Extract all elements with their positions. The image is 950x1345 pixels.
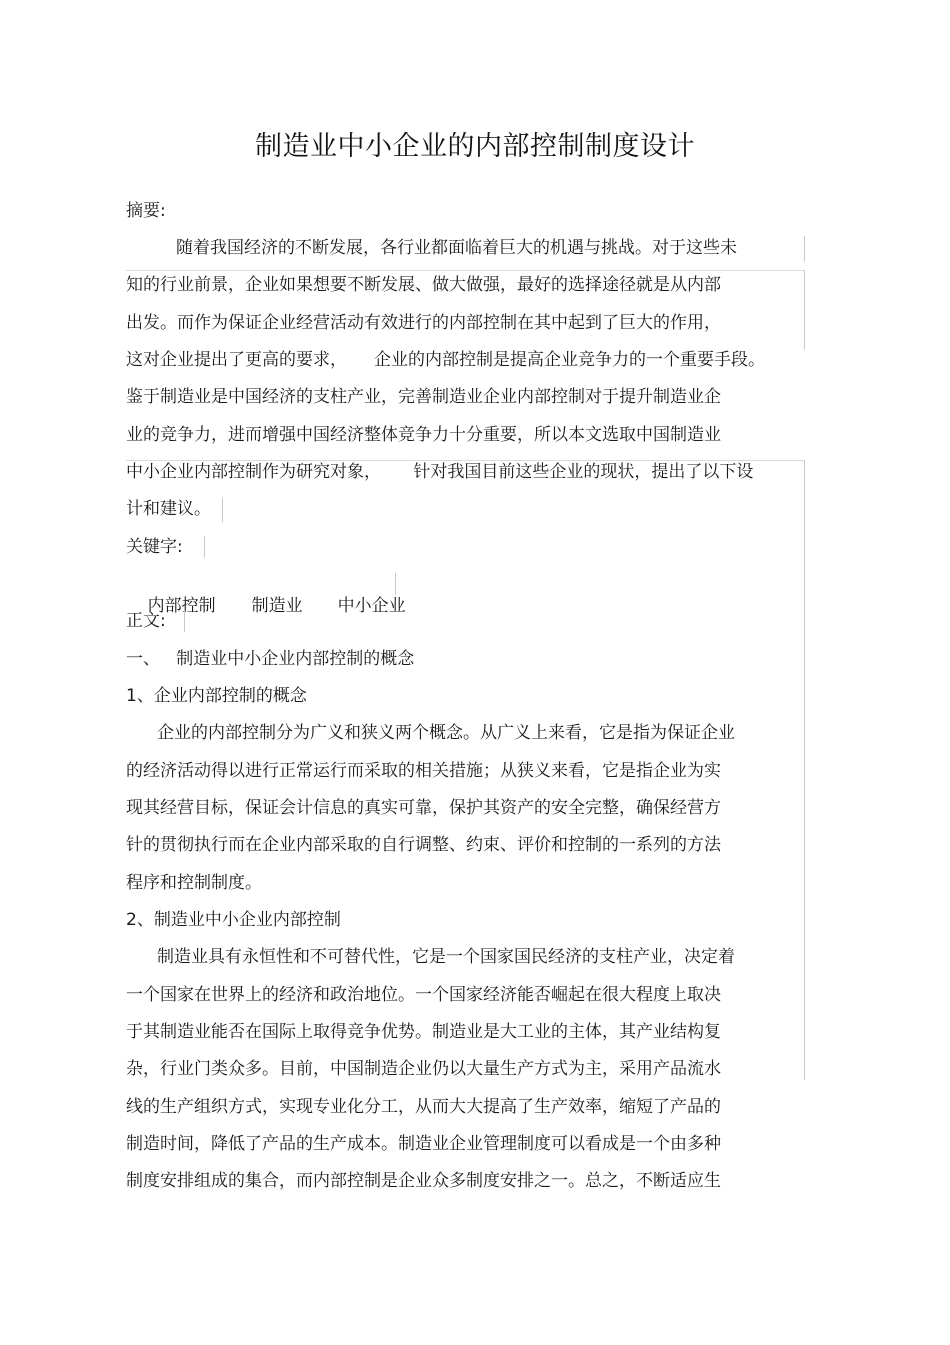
scan-artifact-line — [804, 236, 805, 262]
abstract-line: 业的竞争力，进而增强中国经济整体竞争力十分重要，所以本文选取中国制造业 — [126, 425, 721, 445]
paragraph-line: 制度安排组成的集合，而内部控制是企业众多制度安排之一。总之，不断适应生 — [126, 1171, 721, 1191]
paragraph-line: 的经济活动得以进行正常运行而采取的相关措施；从狭义来看，它是指企业为实 — [126, 761, 721, 781]
paragraph-line: 一个国家在世界上的经济和政治地位。一个国家经济能否崛起在很大程度上取决 — [126, 985, 721, 1005]
keyword: 中小企业 — [337, 596, 406, 616]
paragraph-line: 现其经营目标，保证会计信息的真实可靠，保护其资产的安全完整，确保经营方 — [126, 798, 721, 818]
scan-artifact-line — [395, 573, 396, 595]
body-label: 正文: — [126, 611, 166, 631]
abstract-label: 摘要: — [126, 201, 166, 221]
keywords-label: 关键字: — [126, 537, 183, 557]
abstract-line: 出发。而作为保证企业经营活动有效进行的内部控制在其中起到了巨大的作用， — [126, 313, 721, 333]
scan-artifact-line — [126, 270, 804, 271]
paragraph-line: 制造业具有永恒性和不可替代性，它是一个国家国民经济的支柱产业，决定着 — [157, 947, 735, 967]
keyword: 内部控制 — [147, 596, 216, 616]
keyword: 制造业 — [251, 596, 303, 616]
abstract-line: 这对企业提出了更高的要求， 企业的内部控制是提高企业竞争力的一个重要手段。 — [126, 350, 766, 370]
keywords-row — [126, 573, 406, 639]
paragraph-line: 程序和控制制度。 — [126, 873, 262, 893]
section-heading: 一、 制造业中小企业内部控制的概念 — [126, 649, 415, 669]
paragraph-line: 制造时间，降低了产品的生产成本。制造业企业管理制度可以看成是一个由多种 — [126, 1134, 721, 1154]
scan-artifact-line — [126, 460, 804, 461]
scan-artifact-line — [804, 270, 805, 350]
abstract-line: 中小企业内部控制作为研究对象， 针对我国目前这些企业的现状，提出了以下设 — [126, 462, 754, 482]
abstract-line: 鉴于制造业是中国经济的支柱产业，完善制造业企业内部控制对于提升制造业企 — [126, 387, 721, 407]
paragraph-line: 针的贯彻执行而在企业内部采取的自行调整、约束、评价和控制的一系列的方法 — [126, 835, 721, 855]
paragraph-line: 于其制造业能否在国际上取得竞争优势。制造业是大工业的主体，其产业结构复 — [126, 1022, 721, 1042]
scan-artifact-line — [222, 498, 223, 522]
scan-artifact-line — [184, 610, 185, 632]
subsection-heading: 1、企业内部控制的概念 — [126, 686, 307, 706]
paragraph-line: 线的生产组织方式，实现专业化分工，从而大大提高了生产效率，缩短了产品的 — [126, 1097, 721, 1117]
abstract-line: 计和建议。 — [126, 499, 211, 519]
abstract-line: 随着我国经济的不断发展，各行业都面临着巨大的机遇与挑战。对于这些未 — [176, 238, 737, 258]
scan-artifact-line — [204, 536, 205, 558]
abstract-line: 知的行业前景，企业如果想要不断发展、做大做强，最好的选择途径就是从内部 — [126, 275, 721, 295]
scan-artifact-line — [804, 460, 805, 1080]
document-title: 制造业中小企业的内部控制制度设计 — [255, 131, 695, 162]
paragraph-line: 杂，行业门类众多。目前，中国制造企业仍以大量生产方式为主，采用产品流水 — [126, 1059, 721, 1079]
subsection-heading: 2、制造业中小企业内部控制 — [126, 910, 341, 930]
paragraph-line: 企业的内部控制分为广义和狭义两个概念。从广义上来看，它是指为保证企业 — [157, 723, 735, 743]
